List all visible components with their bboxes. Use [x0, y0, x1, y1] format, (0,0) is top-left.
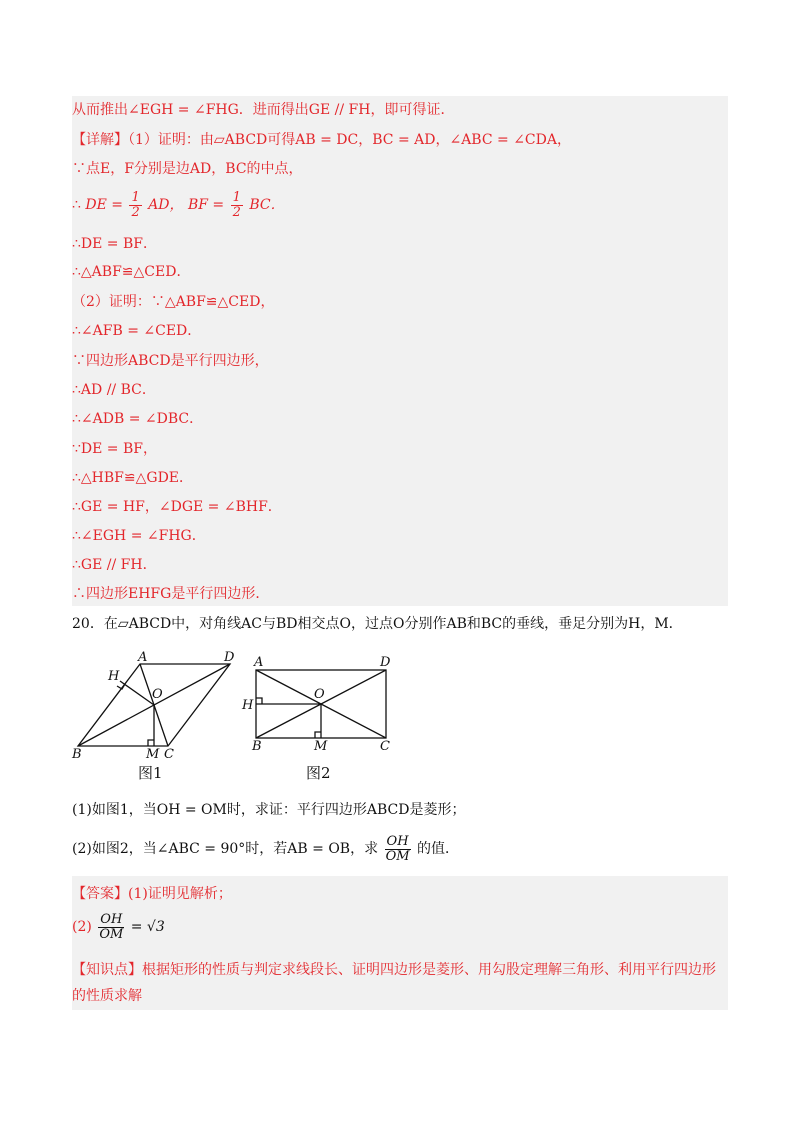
- frac-num-2: 1: [232, 189, 241, 205]
- half-fraction-1: [129, 191, 141, 220]
- frac-num-1: 1: [131, 189, 140, 205]
- frac-den-1: 2: [131, 204, 140, 220]
- answer-part2-label: (2): [72, 919, 92, 935]
- fig1-right-angle-h: [117, 684, 125, 689]
- frac-den-2: 2: [232, 204, 241, 220]
- frac-prefix: DE =: [85, 197, 123, 213]
- answer-fraction: [98, 913, 124, 942]
- fig1-label-o: O: [152, 687, 163, 702]
- solution-line-13: ∴△HBF≌△GDE．: [72, 470, 194, 486]
- figure-2: [238, 650, 398, 756]
- solution-line-3: ∵点E，F分别是边AD，BC的中点，: [72, 161, 303, 177]
- fig2-right-angle-m: [315, 732, 321, 738]
- answer-block: [72, 876, 728, 1010]
- solution-line-16: ∴GE // FH．: [72, 557, 157, 573]
- answer-frac-den: OM: [99, 926, 124, 942]
- answer-text: (1)证明见解析；: [128, 886, 232, 902]
- solution-line-2: 【详解】（1）证明：由▱ABCD可得AB = DC，BC = AD，∠ABC = ∠CDA，: [72, 132, 571, 148]
- therefore-symbol: ∴: [72, 197, 81, 213]
- figure-1-caption: 图1: [138, 764, 163, 782]
- fig1-label-h: H: [108, 669, 120, 684]
- frac-suffix: BC．: [249, 197, 285, 213]
- solution-line-15: ∴∠EGH = ∠FHG．: [72, 528, 206, 544]
- answer-frac-num: OH: [100, 911, 123, 927]
- half-fraction-2: [231, 191, 243, 220]
- figure-1: [68, 648, 240, 760]
- figure-2-caption: 图2: [306, 764, 331, 782]
- frac-mid: AD， BF =: [148, 197, 225, 213]
- fig2-label-m: M: [314, 739, 328, 754]
- fig2-label-d: D: [380, 655, 391, 670]
- fig1-label-c: C: [164, 747, 174, 760]
- solution-frac-line: [72, 188, 285, 222]
- solution-line-7: （2）证明：∵△ABF≌△CED，: [72, 294, 275, 310]
- knowledge-line-1: [72, 960, 716, 980]
- question-stem: 20．在▱ABCD中，对角线AC与BD相交点O，过点O分别作AB和BC的垂线，垂足分别为H，M．: [72, 616, 683, 632]
- solution-line-6: ∴△ABF≌△CED．: [72, 264, 191, 280]
- solution-line-12: ∵DE = BF，: [72, 441, 157, 457]
- fig2-label-o: O: [314, 687, 325, 702]
- solution-line-1: 从而推出∠EGH = ∠FHG．进而得出GE // FH，即可得证．: [72, 102, 455, 118]
- solution-line-10: ∴AD // BC．: [72, 382, 156, 398]
- knowledge-line-2: 的性质求解: [72, 988, 142, 1004]
- answer-part2-line: [72, 908, 165, 946]
- fig1-label-m: M: [146, 747, 160, 760]
- part2-frac-num: OH: [386, 833, 409, 849]
- part2-frac-den: OM: [385, 848, 410, 864]
- answer-value: = √3: [130, 919, 165, 935]
- knowledge-label: 【知识点】: [72, 962, 142, 978]
- answer-line: [72, 884, 232, 904]
- solution-line-9: ∵四边形ABCD是平行四边形，: [72, 353, 269, 369]
- solution-block: [72, 96, 728, 606]
- solution-line-5: ∴DE = BF．: [72, 236, 157, 252]
- question-part-1: (1)如图1，当OH = OM时，求证：平行四边形ABCD是菱形；: [72, 802, 466, 818]
- fig2-label-h: H: [242, 698, 254, 713]
- part2-prefix: (2)如图2，当∠ABC = 90°时，若AB = OB，求: [72, 841, 379, 857]
- solution-line-8: ∴∠AFB = ∠CED．: [72, 323, 202, 339]
- answer-label: 【答案】: [72, 886, 128, 902]
- fig1-label-b: B: [72, 747, 82, 760]
- fig2-label-a: A: [254, 655, 264, 670]
- fig1-label-d: D: [224, 650, 235, 665]
- solution-line-14: ∴GE = HF，∠DGE = ∠BHF．: [72, 499, 282, 515]
- part2-suffix: 的值．: [417, 841, 459, 857]
- fig2-label-c: C: [380, 739, 390, 754]
- fig1-right-angle-m: [148, 740, 154, 746]
- fig1-label-a: A: [138, 650, 148, 665]
- fig2-label-b: B: [252, 739, 262, 754]
- knowledge-text: 根据矩形的性质与判定求线段长、证明四边形是菱形、用勾股定理解三角形、利用平行四边形: [142, 962, 716, 978]
- fig2-right-angle-h: [256, 698, 262, 704]
- solution-line-17: ∴四边形EHFG是平行四边形．: [72, 586, 270, 602]
- part2-fraction: [385, 835, 411, 864]
- solution-line-11: ∴∠ADB = ∠DBC．: [72, 411, 204, 427]
- question-part-2: [72, 832, 459, 866]
